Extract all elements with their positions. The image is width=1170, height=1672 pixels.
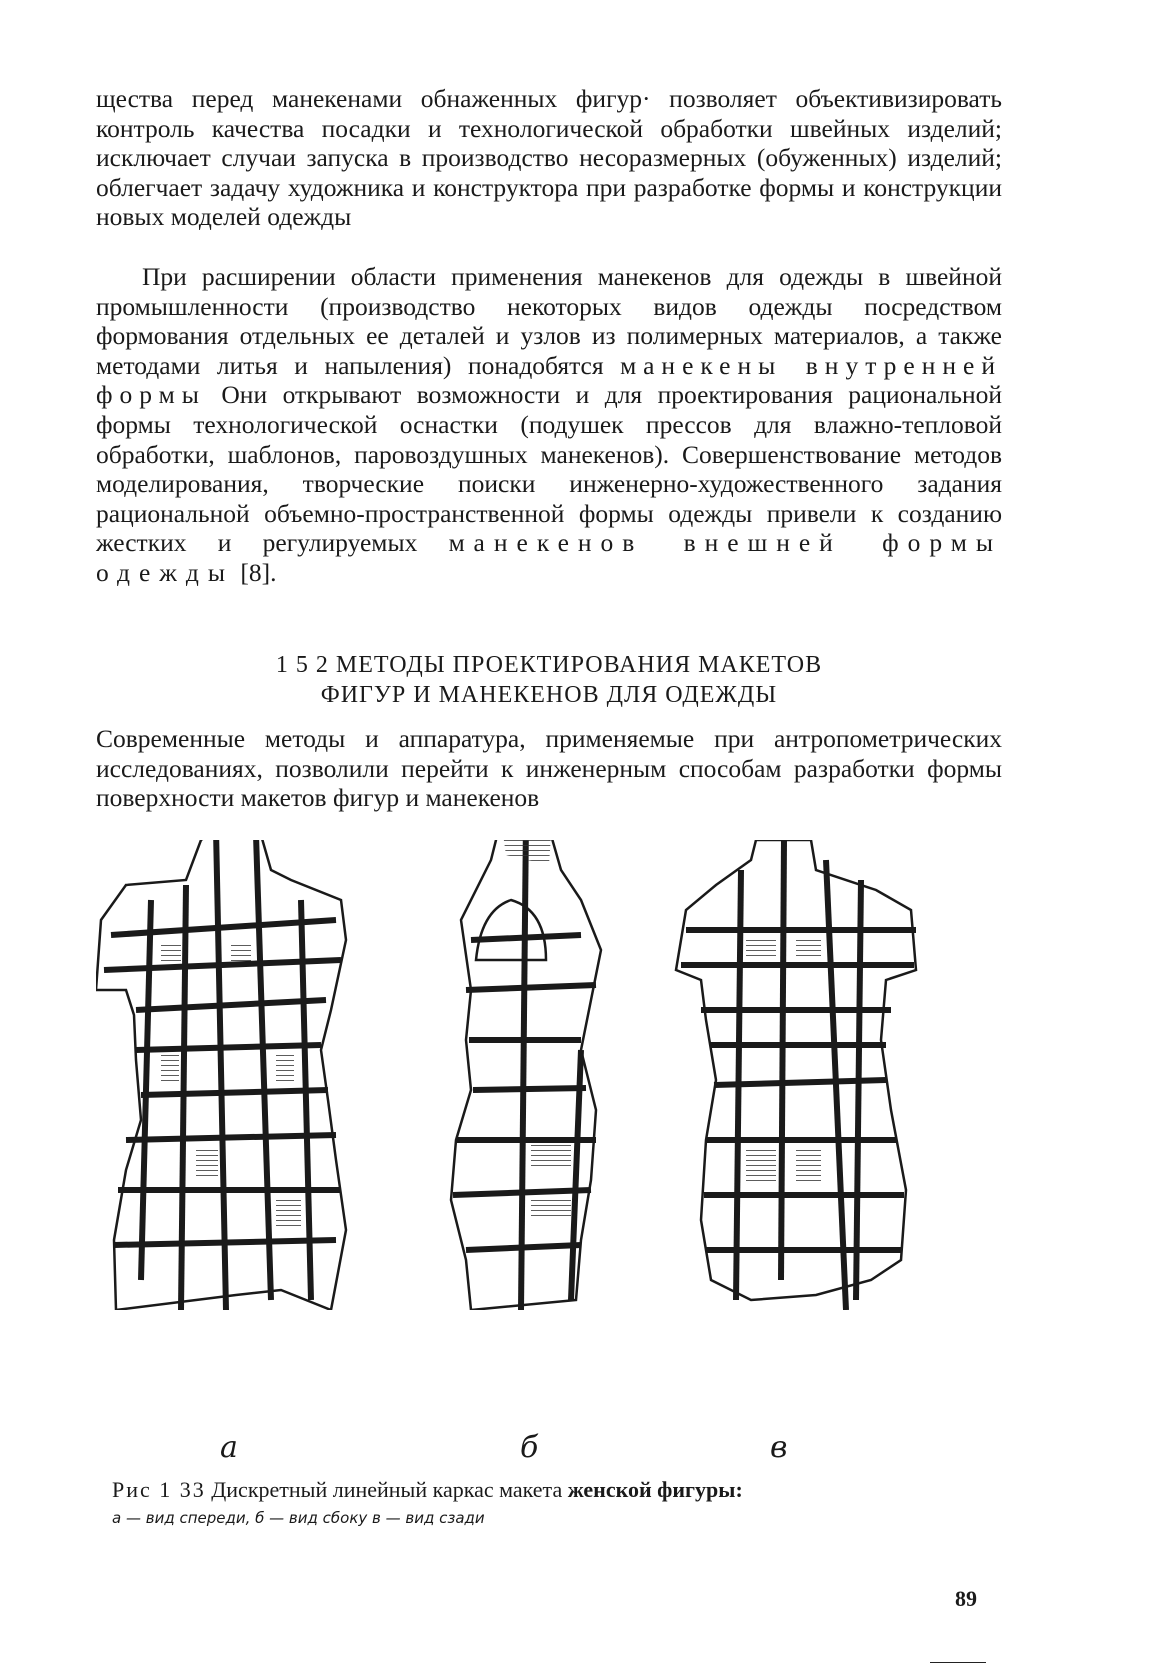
bottom-rule (930, 1662, 986, 1663)
paragraph-2-part-2: Они открывают возможности и для проектирования рациональной формы технологической оснастки (подушек прессов для влажно-тепловой обработки, шаблонов, паровоздушных манекенов). Совершенствование методов моделирования, творческие поиски инженерно-художественного задания рациональной объемно-пространственной формы одежды привели к созданию жестких и регулируемых (96, 380, 1002, 558)
paragraph-3 (96, 724, 1002, 813)
figure-caption (112, 1476, 992, 1504)
figure-label-v: в (770, 1430, 788, 1465)
mannequin-frame-illustration (96, 840, 1036, 1310)
mannequin-back-view (676, 840, 916, 1310)
figure-caption-bold: женской фигуры: (567, 1477, 743, 1502)
paragraph-2-part-3: [8]. (234, 557, 277, 587)
paragraph-1-text: щества перед манекенами обнаженных фигур· позволяет объективизировать контроль качества посадки и технологической обработки швейных изделий; исключает случаи запуска в производство несоразмерных (обуженных) изделий; облегчает задачу художника и конструктора при разработке формы и конструкции новых моделей одежды (96, 84, 1002, 232)
section-heading-line-2: ФИГУР И МАНЕКЕНОВ ДЛЯ ОДЕЖДЫ (320, 682, 778, 708)
figure-label-b: б (520, 1430, 539, 1465)
paragraph-2-emphasis-1: манекены внутренней формы (96, 350, 1002, 410)
figure-label-a: а (220, 1430, 238, 1465)
paragraph-2-part-1: При расширении области применения манекенов для одежды в швейной промышленности (производство некоторых видов одежды посредством формования отдельных ее деталей и узлов из полимерных материалов, а также методами литья и напыления) понадобятся (96, 262, 1002, 380)
section-heading-line-1: 1 5 2 МЕТОДЫ ПРОЕКТИРОВАНИЯ МАКЕТОВ (275, 652, 823, 678)
paragraph-2-emphasis-2: манекенов внешней формы одежды (96, 528, 1002, 587)
paragraph-2-text (96, 262, 1002, 588)
page-number: 89 (955, 1586, 977, 1611)
paragraph-2 (96, 262, 1002, 588)
mannequin-front-view (96, 840, 346, 1310)
figure-caption-number: Рис 1 33 (112, 1477, 206, 1502)
paragraph-1 (96, 84, 1002, 232)
section-heading (96, 650, 1002, 710)
paragraph-3-text: Современные методы и аппаратура, применяемые при антропометрических исследованиях, позволили перейти к инженерным способам разработки формы поверхности макетов фигур и манекенов (96, 724, 1002, 813)
figure-caption-sub: а — вид спереди, б — вид сбоку в — вид сзади (112, 1509, 485, 1527)
figure-caption-text: Дискретный линейный каркас макета (205, 1477, 568, 1502)
mannequin-side-view (451, 840, 601, 1310)
